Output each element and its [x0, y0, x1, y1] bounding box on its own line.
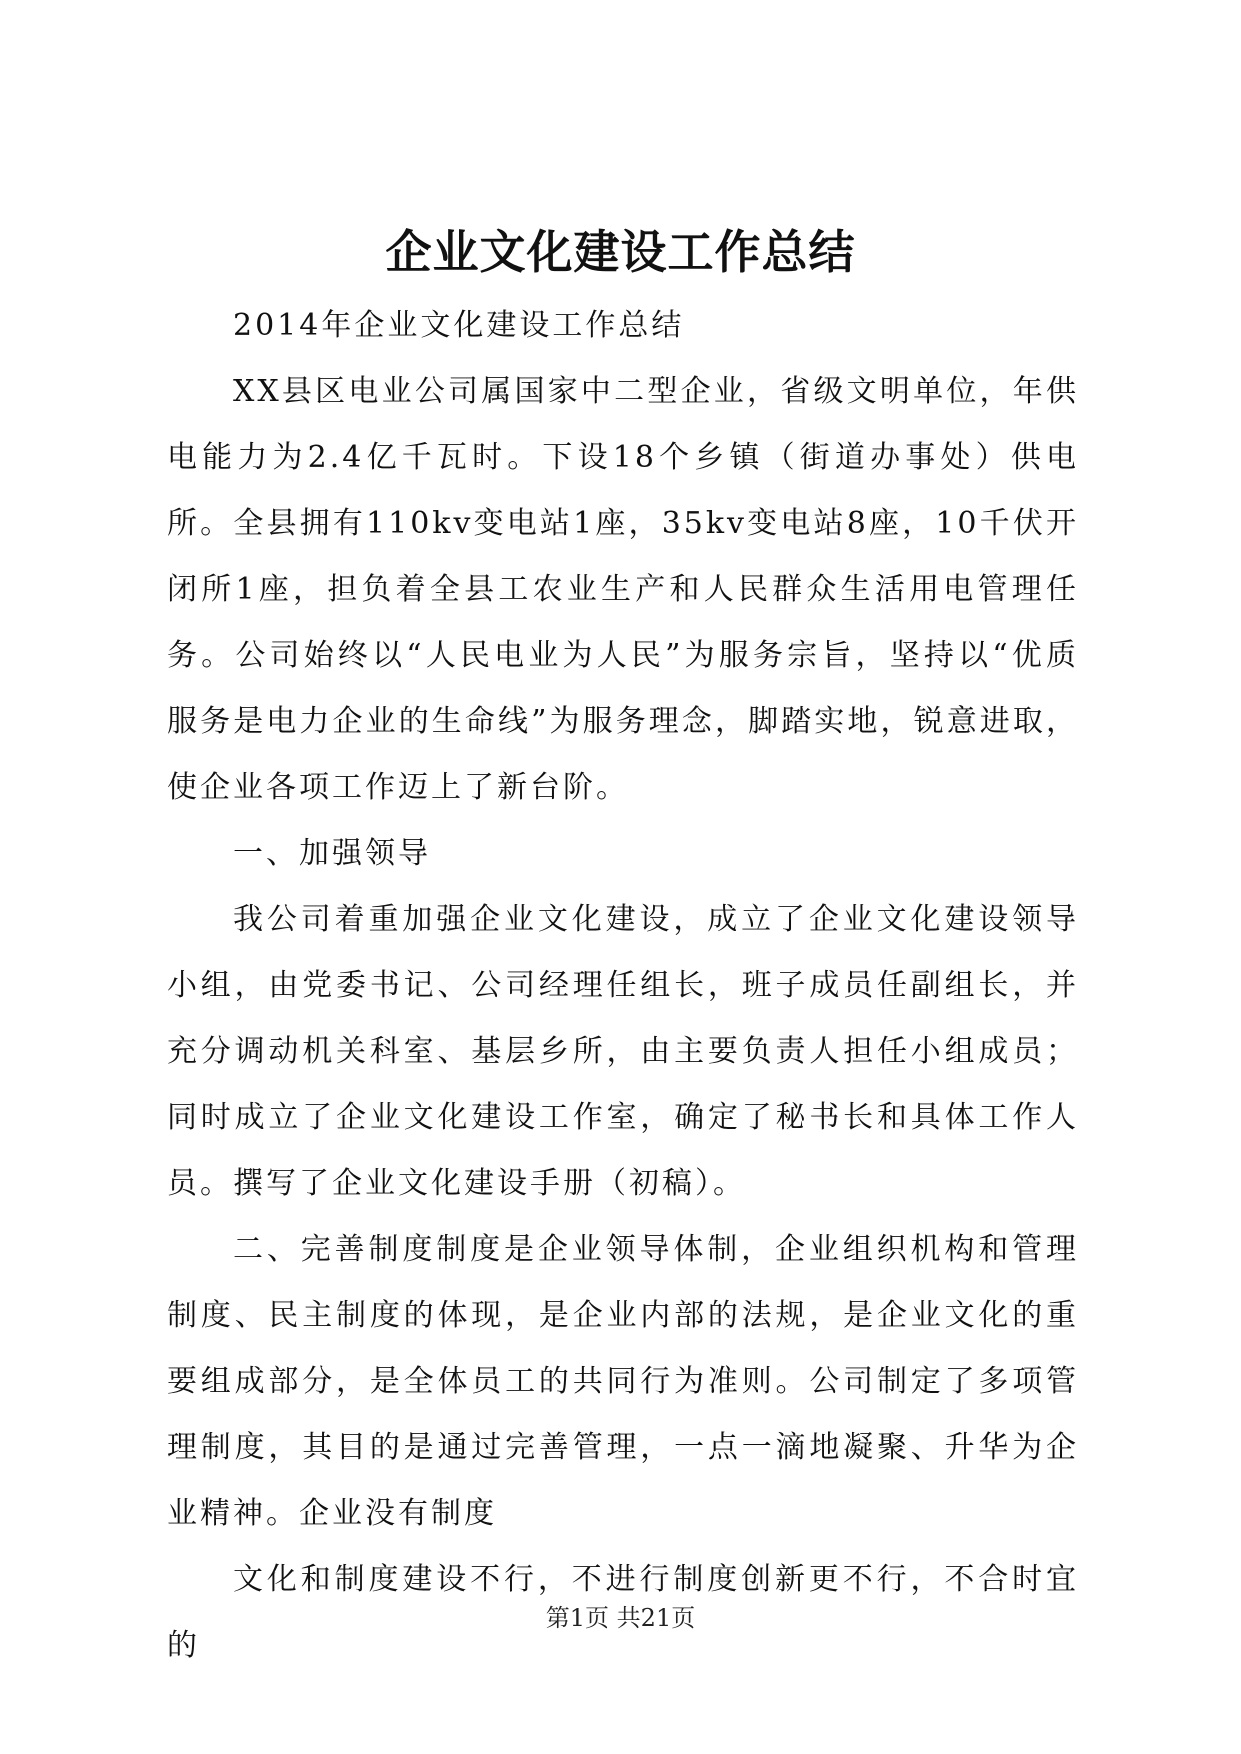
document-body — [167, 293, 1079, 1679]
system-paragraph: 二、完善制度制度是企业领导体制，企业组织机构和管理制度、民主制度的体现，是企业内部的法规，是企业文化的重要组成部分，是全体员工的共同行为准则。公司制定了多项管理制度，其目的是通过完善管理，一点一滴地凝聚、升华为企业精神。企业没有制度 — [167, 1232, 1079, 1531]
section-heading-leadership: 一、加强领导 — [233, 836, 431, 871]
leadership-paragraph: 我公司着重加强企业文化建设，成立了企业文化建设领导小组，由党委书记、公司经理任组长，班子成员任副组长，并充分调动机关科室、基层乡所，由主要负责人担任小组成员；同时成立了企业文化建设工作室，确定了秘书长和具体工作人员。撰写了企业文化建设手册（初稿）。 — [167, 902, 1079, 1201]
subtitle-paragraph: 2014年企业文化建设工作总结 — [233, 308, 685, 343]
page-number: 第1页 共21页 — [545, 1604, 696, 1632]
continuation-paragraph: 文化和制度建设不行，不进行制度创新更不行，不合时宜的 — [167, 1562, 1079, 1663]
document-title: 企业文化建设工作总结 — [385, 225, 856, 279]
intro-paragraph: XX县区电业公司属国家中二型企业，省级文明单位，年供电能力为2.4亿千瓦时。下设18个乡镇（街道办事处）供电所。全县拥有110kv变电站1座，35kv变电站8座，10千伏开闭所1座，担负着全县工农业生产和人民群众生活用电管理任务。公司始终以“人民电业为人民”为服务宗旨，坚持以“优质服务是电力企业的生命线”为服务理念，脚踏实地，锐意进取，使企业各项工作迈上了新台阶。 — [167, 374, 1079, 805]
